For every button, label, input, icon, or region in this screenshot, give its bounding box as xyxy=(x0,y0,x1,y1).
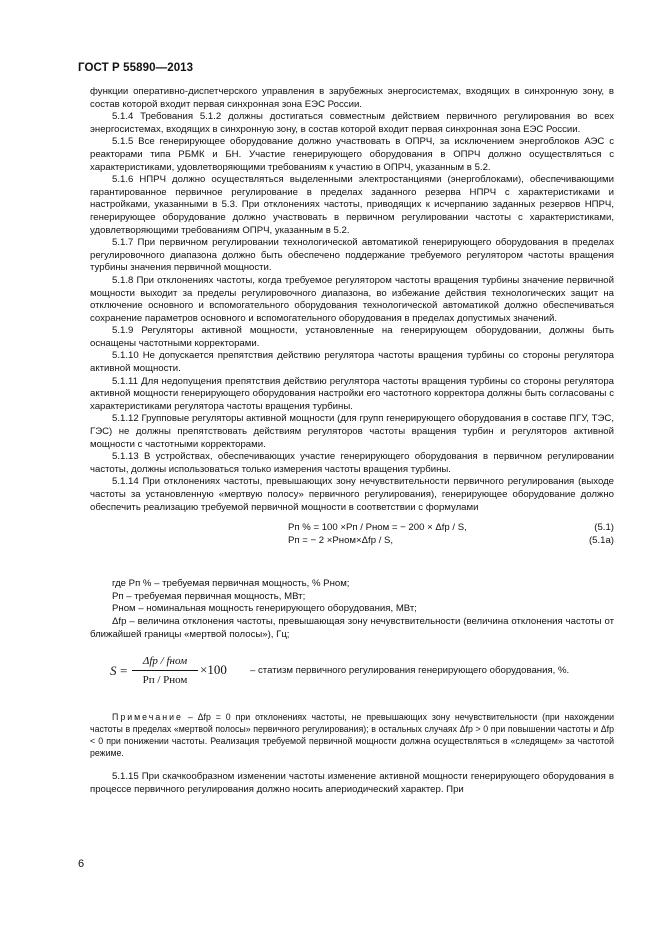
paragraph: 5.1.5 Все генерирующее оборудование должно участвовать в ОПРЧ, за исключением энергоблоков АЭС с реакторами типа РБМК и БН. Участие генерирующего оборудования в ОПРЧ должно осуществляться с характеристиками, удовлетворяющими требованиям к участию в ОПРЧ, указанным в 5.2. xyxy=(90,136,614,173)
statism-formula xyxy=(90,655,614,701)
definition-item: Рп – требуемая первичная мощность, МВт; xyxy=(112,590,306,602)
paragraph-list xyxy=(90,86,614,514)
statism-fraction xyxy=(132,655,198,686)
paragraph: 5.1.11 Для недопущения препятствия действию регулятора частоты вращения турбины со стороны регулятора активной мощности генерирующего оборудования настройки его частотного корректора должны быть согласованы с характеристиками регулятора частоты вращения турбины. xyxy=(90,375,614,412)
definition-item: Рном – номинальная мощность генерирующего оборудования, МВт; xyxy=(112,603,417,615)
statism-description: – статизм первичного регулирования генерирующего оборудования, %. xyxy=(250,665,570,677)
paragraph: 5.1.12 Групповые регуляторы активной мощности (для групп генерирующего оборудования в составе ПГУ, ТЭС, ГЭС) не должны препятствовать действиям регуляторов частоты вращения турбин и регуляторов активной мощности с частотными корректорами. xyxy=(90,413,614,450)
statism-multiplier: ×100 xyxy=(200,662,227,678)
paragraph: 5.1.4 Требования 5.1.2 должны достигаться совместным действием первичного регулирования во всех энергосистемах, входящих в синхронную зону, в состав которой входит первая синхронная зона ЕЭС России. xyxy=(90,111,614,135)
paragraph: 5.1.8 При отклонениях частоты, когда требуемое регулятором частоты вращения турбины значение первичной мощности выходит за пределы регулировочного диапазона, во избежание действия технологических защит на отключение основного и вспомогательного оборудования технологической автоматикой должно обеспечиваться сохранение параметров основного и вспомогательного оборудования в пределах допустимых значений. xyxy=(90,274,614,324)
paragraph: 5.1.13 В устройствах, обеспечивающих участие генерирующего оборудования в первичном регулировании частоты, должны использоваться только измерения частоты вращения турбины. xyxy=(90,451,614,475)
formula-5-1a: Рп = − 2 ×Рном×Δfр / S, xyxy=(288,535,394,547)
paragraph: 5.1.6 НПРЧ должно осуществляться выделенными электростанциями (энергоблоками), обеспечивающими гарантированное первичное регулирование в пределах заданного резерва НПРЧ с характеристиками и настройками, указанными в 5.3. При отклонениях частоты, приводящих к исчерпанию заданных резервов НПРЧ, генерирующее оборудование должно участвовать в первичном регулировании частоты с характеристиками, удовлетворяющими требованиям ОПРЧ, указанным в 5.2. xyxy=(90,174,614,236)
note-label: Примечание xyxy=(112,712,183,723)
definition-item: Δfр – величина отклонения частоты, превышающая зону нечувствительности (величина отклонения частоты от ближайшей границы «мертвой полосы»), Гц; xyxy=(90,615,614,640)
formula-5-1: Рп % = 100 ×Рп / Рном = − 200 × Δfр / S, xyxy=(288,522,467,534)
statism-equals: = xyxy=(120,663,128,679)
definitions-list xyxy=(90,578,614,641)
formula-number-5-1a: (5.1а) xyxy=(588,535,614,547)
paragraph: функции оперативно-диспетчерского управления в зарубежных энергосистемах, входящих в синхронную зону, в состав которой входит первая синхронная зона ЕЭС России. xyxy=(90,86,614,110)
note xyxy=(90,711,614,759)
document-header: ГОСТ Р 55890—2013 xyxy=(78,62,194,74)
paragraph: 5.1.14 При отклонениях частоты, превышающих зону нечувствительности первичного регулирования (выходе частоты за установленную «мертвую полосу» первичного регулирования), генерирующее оборудование должно обеспечить реализацию требуемой первичной мощности в соответствии с формулами xyxy=(90,476,614,513)
definition-item: где Рп % – требуемая первичная мощность, % Рном; xyxy=(112,578,350,590)
document-body xyxy=(90,86,614,796)
paragraph: 5.1.7 При первичном регулировании технологической автоматикой генерирующего оборудования в пределах регулировочного диапазона должно быть обеспечено поддержание требуемого регулятором частоты вращения турбины значения первичной мощности. xyxy=(90,237,614,274)
formula-number-5-1: (5.1) xyxy=(594,522,614,534)
statism-denominator: Рп / Рном xyxy=(142,673,188,686)
paragraph: 5.1.10 Не допускается препятствия действию регулятора частоты вращения турбины со стороны регулятора активной мощности. xyxy=(90,350,614,375)
statism-symbol: S xyxy=(110,663,117,679)
paragraph: 5.1.9 Регуляторы активной мощности, установленные на генерирующем оборудовании, должны быть оснащены частотными корректорами. xyxy=(90,325,614,349)
page-number: 6 xyxy=(78,858,85,870)
formula-block xyxy=(90,522,614,564)
statism-numerator: Δfp / fном xyxy=(132,655,198,671)
note-text: – Δfр = 0 при отклонениях частоты, не превышающих зону нечувствительности (при нахождении частоты в пределах «мертвой полосы» первичного регулирования); в остальных случаях Δfр > 0 при повышении частоты и Δfр < 0 при понижении частоты. Реализация требуемой первичной мощности должна осуществляться в «следящем» за частотой режиме. xyxy=(90,712,614,759)
final-paragraph: 5.1.15 При скачкообразном изменении частоты изменение активной мощности генерирующего оборудования в процессе первичного регулирования должно носить апериодический характер. При xyxy=(90,771,614,795)
